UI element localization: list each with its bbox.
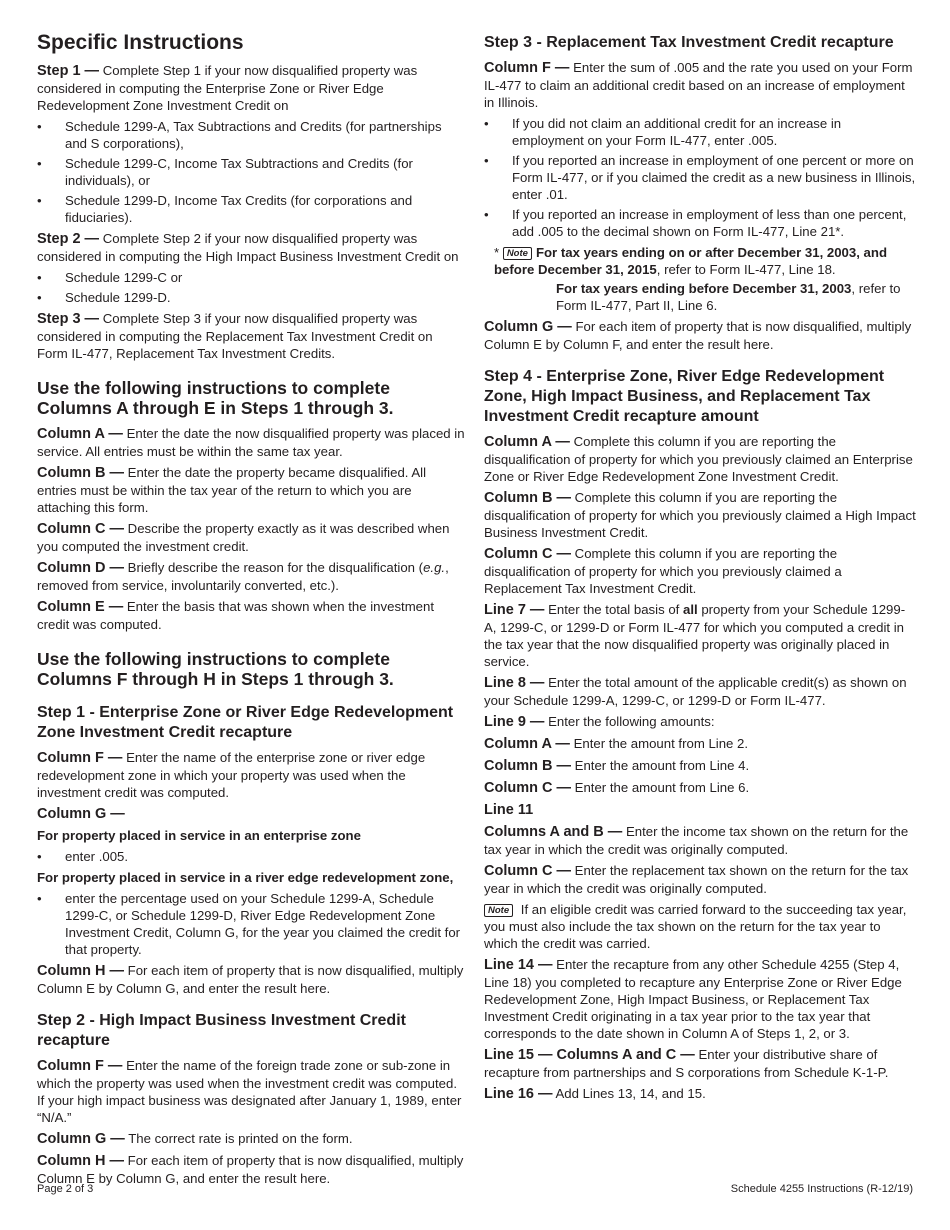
page-number: Page 2 of 3 [37,1183,94,1195]
step2-column-h: Column H — For each item of property that is now disqualified, multiply Column E by Column G, and enter the result here. [37,1152,464,1186]
column-c-instruction: Column C — Describe the property exactly as it was described when you computed the investment credit. [37,520,450,554]
form-identifier: Schedule 4255 Instructions (R-12/19) [730,1183,913,1195]
line11-column-c: Column C — Enter the replacement tax shown on the return for the tax year in which the credit was originally computed. [484,863,909,896]
list-item: • If you reported an increase in employment of one percent or more on Form IL-477, or if you claimed the credit as a new business in Illinois, enter .01. [484,152,916,203]
step4-column-a: Column A — Complete this column if you are reporting the disqualification of property for which you previously claimed an Enterprise Zone or River Edge Redevelopment Zone Investment Credit. [484,434,913,484]
step4-heading: Step 4 - Enterprise Zone, River Edge Redevelopment Zone, High Impact Business, and Replacement Tax Investment Credit recapture amount [484,368,885,425]
step3-column-g: Column G — For each item of property that is now disqualified, multiply Column E by Column F, and enter the result here. [484,319,912,352]
line9-column-c: Column C — Enter the amount from Line 6. [484,780,750,796]
river-edge-list [37,890,467,958]
line11-columns-a-b: Columns A and B — Enter the income tax shown on the return for the tax year in which the credit was originally computed. [484,824,909,857]
list-item: • Schedule 1299-D, Income Tax Credits (for corporations and fiduciaries). [37,192,467,226]
list-item: • Schedule 1299-C, Income Tax Subtractions and Credits (for individuals), or [37,155,467,189]
line21-note: * Note For tax years ending on or after December 31, 2003, and before December 31, 2015, refer to Form IL-477, Line 18. For tax years ending before December 31, 2003, refer to Form IL-477, Part II, Line 6. [494,245,901,313]
enterprise-zone-subheading: For property placed in service in an enterprise zone [37,827,361,843]
step3-employment-list [484,115,916,240]
list-item: • If you reported an increase in employment of less than one percent, add .005 to the decimal shown on Form IL-477, Line 21*. [484,206,916,240]
step1-intro: Step 1 — Complete Step 1 if your now disqualified property was considered in computing the Enterprise Zone or River Edge Redevelopment Zone Investment Credit on [37,63,418,114]
line7-instruction: Line 7 — Enter the total basis of all property from your Schedule 1299-A, 1299-C, or 1299-D or Form IL-477 for which you computed a credit in the tax year that the now disqualified property was originally placed in service. [484,602,906,669]
column-b-instruction: Column B — Enter the date the property became disqualified. All entries must be within the tax year of the return to which you are attaching this form. [37,464,427,515]
step2-recapture-heading: Step 2 - High Impact Business Investment Credit recapture [37,1011,406,1049]
line9-column-a: Column A — Enter the amount from Line 2. [484,736,749,752]
step3-intro: Step 3 — Complete Step 3 if your now disqualified property was considered in computing the Replacement Tax Investment Credit on Form IL-477, Replacement Tax Investment Credits. [37,311,433,362]
list-item: • Schedule 1299-C or [37,269,467,286]
list-item: • If you did not claim an additional credit for an increase in employment on your Form IL-477, enter .005. [484,115,916,149]
list-item: • Schedule 1299-A, Tax Subtractions and Credits (for partnerships and S corporations), [37,118,467,152]
line9-instruction: Line 9 — Enter the following amounts: [484,714,715,730]
line8-instruction: Line 8 — Enter the total amount of the applicable credit(s) as shown on your Schedule 1299-A, 1299-C, or 1299-D or Form IL-477. [484,675,907,708]
right-column [484,30,916,1107]
step1-recapture-heading: Step 1 - Enterprise Zone or River Edge Redevelopment Zone Investment Credit recapture [37,703,454,741]
list-item: • Schedule 1299-D. [37,289,467,306]
step1-column-h: Column H — For each item of property that is now disqualified, multiply Column E by Column G, and enter the result here. [37,962,464,996]
column-a-instruction: Column A — Enter the date the now disqualified property was placed in service. All entries must be within the same tax year. [37,425,465,459]
note-icon: Note [484,904,513,917]
step4-column-c: Column C — Complete this column if you are reporting the disqualification of property for which you previously claimed a Replacement Tax Investment Credit. [484,546,842,596]
line14-instruction: Line 14 — Enter the recapture from any other Schedule 4255 (Step 4, Line 18) you completed to recapture any Enterprise Zone or River Edge Redevelopment Zone, High Impact Business, or Replacement Tax Investment Credit originating in a tax year prior to the tax year that corresponds to the date shown in Column A of Steps 1, 2, or 3. [484,957,902,1041]
list-item: • enter .005. [37,848,467,865]
river-edge-subheading: For property placed in service in a river edge redevelopment zone, [37,869,454,885]
line15-instruction: Line 15 — Columns A and C — Enter your distributive share of recapture from partnerships and S corporations from Schedule K-1-P. [484,1047,889,1080]
step2-intro: Step 2 — Complete Step 2 if your now disqualified property was considered in computing the High Impact Business Investment Credit on [37,231,459,265]
line16-instruction: Line 16 — Add Lines 13, 14, and 15. [484,1086,706,1102]
enterprise-zone-list [37,848,467,865]
section-heading-columns-f-h: Use the following instructions to complete Columns F through H in Steps 1 through 3. [37,648,394,689]
section-heading-columns-a-e: Use the following instructions to complete Columns A through E in Steps 1 through 3. [37,378,394,419]
step1-column-f: Column F — Enter the name of the enterprise zone or river edge redevelopment zone in which your property was used when the investment credit was computed. [37,749,426,800]
line9-column-b: Column B — Enter the amount from Line 4. [484,758,750,774]
step3-recapture-heading: Step 3 - Replacement Tax Investment Credit recapture [484,34,894,51]
step4-column-b: Column B — Complete this column if you are reporting the disqualification of property for which you previously claimed a High Impact Business Investment Credit. [484,490,916,540]
line11-label: Line 11 [484,802,534,818]
step2-column-g: Column G — The correct rate is printed on the form. [37,1130,353,1147]
left-column [37,30,467,1191]
step3-column-f: Column F — Enter the sum of .005 and the rate you used on your Form IL-477 to claim an additional credit based on an increase of employment in Illinois. [484,60,913,110]
list-item: • enter the percentage used on your Schedule 1299-A, Schedule 1299-C, or Schedule 1299-D, River Edge Redevelopment Zone Investment Credit, Column G, for the year you claimed the credit for that property. [37,890,467,958]
step2-schedule-list [37,269,467,306]
note-icon: Note [503,247,532,260]
carryforward-note: Note If an eligible credit was carried forward to the succeeding tax year, you must also include the tax shown on the return for the tax year to which the credit was carried. [484,902,907,951]
column-d-instruction: Column D — Briefly describe the reason for the disqualification (e.g., removed from service, involuntarily converted, etc.). [37,559,449,593]
page-title: Specific Instructions [37,31,244,54]
step2-column-f: Column F — Enter the name of the foreign trade zone or sub-zone in which the property was used when the investment credit was computed. If your high impact business was designated after January 1, 1989, enter “N/A.” [37,1057,462,1125]
step1-schedule-list [37,118,467,226]
step1-column-g-label: Column G — [37,805,125,822]
column-e-instruction: Column E — Enter the basis that was shown when the investment credit was computed. [37,598,435,632]
